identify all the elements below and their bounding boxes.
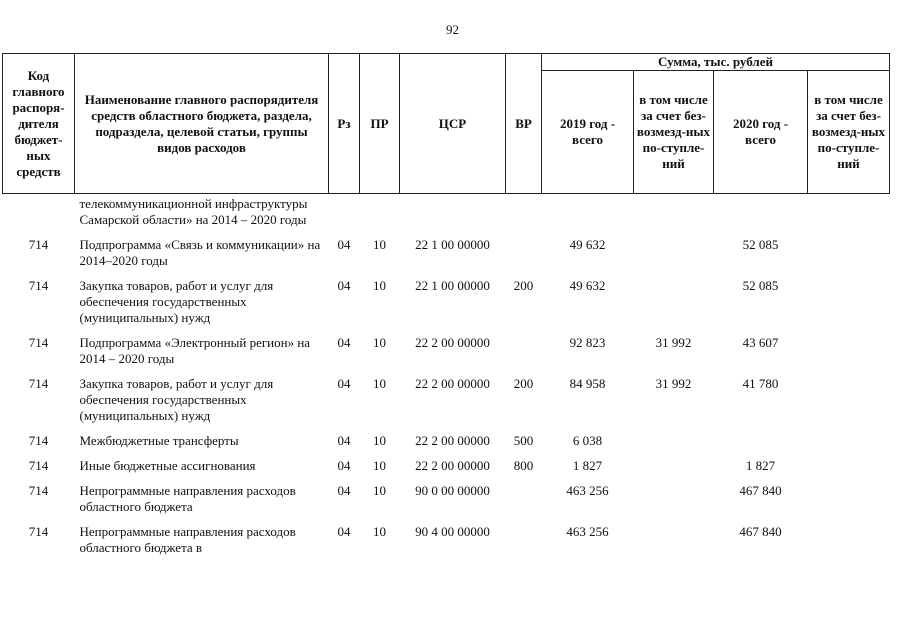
cell-csr: 90 4 00 00000	[415, 524, 490, 539]
cell-2020-total: 467 840	[739, 524, 782, 539]
cell-csr: 90 0 00 00000	[415, 483, 490, 498]
cell-name: Иные бюджетные ассигнования	[79, 458, 256, 473]
page-number: 92	[446, 22, 459, 37]
cell-csr: 22 2 00 00000	[415, 335, 490, 350]
header-code: Код главного распоря-дителя бюджет-ных средств	[3, 54, 75, 194]
table-row	[3, 479, 890, 520]
header-2020-total: 2020 год - всего	[714, 71, 808, 194]
cell-name: Непрограммные направления расходов областного бюджета в	[79, 524, 296, 555]
cell-csr: 22 2 00 00000	[415, 433, 490, 448]
cell-vr	[506, 194, 542, 234]
cell-vr: 200	[513, 376, 534, 391]
cell-csr: 22 2 00 00000	[415, 376, 490, 391]
cell-2020-grants	[808, 274, 890, 331]
cell-pr: 10	[373, 335, 386, 350]
cell-rz: 04	[337, 458, 351, 473]
cell-rz: 04	[337, 278, 351, 293]
cell-2020-total: 41 780	[742, 376, 779, 391]
cell-2019-grants	[634, 274, 714, 331]
cell-code: 714	[28, 376, 49, 391]
table-row	[3, 194, 890, 234]
cell-code: 714	[28, 278, 49, 293]
cell-name: Подпрограмма «Электронный регион» на 2014 – 2020 годы	[79, 335, 311, 366]
cell-2020-total: 1 827	[745, 458, 776, 473]
table-row	[3, 429, 890, 454]
cell-2019-grants	[634, 429, 714, 454]
cell-2020-grants	[808, 429, 890, 454]
header-name: Наименование главного распорядителя средств областного бюджета, раздела, подраздела, целевой статьи, группы видов расходов	[75, 54, 329, 194]
cell-2019-total: 1 827	[572, 458, 603, 473]
cell-name: Непрограммные направления расходов областного бюджета	[79, 483, 296, 514]
cell-2020-grants	[808, 233, 890, 274]
cell-2019-grants	[634, 520, 714, 561]
budget-table	[2, 53, 890, 561]
cell-2019-total: 463 256	[566, 483, 609, 498]
cell-vr	[506, 479, 542, 520]
table-row	[3, 274, 890, 331]
header-2019-total: 2019 год - всего	[542, 71, 634, 194]
cell-code: 714	[28, 237, 49, 252]
cell-pr: 10	[373, 278, 386, 293]
cell-code: 714	[28, 458, 49, 473]
cell-2019-grants: 31 992	[655, 376, 692, 391]
cell-pr: 10	[373, 458, 386, 473]
table-row	[3, 233, 890, 274]
cell-code: 714	[28, 433, 49, 448]
cell-2019-total: 49 632	[569, 278, 606, 293]
cell-name: Закупка товаров, работ и услуг для обеспечения государственных (муниципальных) нужд	[79, 376, 274, 423]
cell-2020-total: 43 607	[742, 335, 779, 350]
cell-code: 714	[28, 483, 49, 498]
cell-name: Подпрограмма «Связь и коммуникации» на 2014–2020 годы	[79, 237, 321, 268]
table-row	[3, 454, 890, 479]
cell-pr: 10	[373, 376, 386, 391]
cell-2020-grants	[808, 194, 890, 234]
cell-code: 714	[28, 524, 49, 539]
cell-2020-grants	[808, 372, 890, 429]
cell-rz: 04	[337, 524, 351, 539]
cell-2020-total: 467 840	[739, 483, 782, 498]
table-row	[3, 372, 890, 429]
cell-vr	[506, 520, 542, 561]
cell-rz: 04	[337, 335, 351, 350]
cell-pr: 10	[373, 524, 386, 539]
cell-2019-grants	[634, 194, 714, 234]
cell-csr: 22 1 00 00000	[415, 278, 490, 293]
cell-2019-total: 49 632	[569, 237, 606, 252]
cell-rz: 04	[337, 237, 351, 252]
table-row	[3, 520, 890, 561]
cell-2020-total	[714, 194, 808, 234]
cell-2019-total	[542, 194, 634, 234]
cell-csr: 22 1 00 00000	[415, 237, 490, 252]
header-sum-group: Сумма, тыс. рублей	[542, 54, 890, 71]
cell-2019-total: 84 958	[569, 376, 606, 391]
header-2019-grants: в том числе за счет без-возмезд-ных по-ступле-ний	[634, 71, 714, 194]
cell-vr: 500	[513, 433, 534, 448]
header-rz: Рз	[329, 54, 360, 194]
cell-2019-total: 6 038	[572, 433, 603, 448]
cell-pr: 10	[373, 237, 386, 252]
cell-2020-total: 52 085	[742, 237, 779, 252]
cell-2019-grants	[634, 454, 714, 479]
table-row	[3, 331, 890, 372]
cell-2019-grants	[634, 479, 714, 520]
header-csr: ЦСР	[400, 54, 506, 194]
cell-2020-grants	[808, 331, 890, 372]
cell-rz: 04	[337, 433, 351, 448]
cell-pr	[360, 194, 400, 234]
cell-csr: 22 2 00 00000	[415, 458, 490, 473]
cell-rz	[329, 194, 360, 234]
cell-vr: 200	[513, 278, 534, 293]
cell-rz: 04	[337, 483, 351, 498]
cell-name: телекоммуникационной инфраструктуры Самарской области» на 2014 – 2020 годы	[79, 196, 308, 227]
cell-pr: 10	[373, 433, 386, 448]
cell-2019-total: 463 256	[566, 524, 609, 539]
cell-vr	[506, 233, 542, 274]
cell-pr: 10	[373, 483, 386, 498]
cell-2019-total: 92 823	[569, 335, 606, 350]
cell-2020-grants	[808, 520, 890, 561]
table-body	[3, 194, 890, 562]
cell-vr	[506, 331, 542, 372]
header-vr: ВР	[506, 54, 542, 194]
cell-vr: 800	[513, 458, 534, 473]
cell-name: Закупка товаров, работ и услуг для обеспечения государственных (муниципальных) нужд	[79, 278, 274, 325]
cell-code: 714	[28, 335, 49, 350]
cell-2019-grants	[634, 233, 714, 274]
header-pr: ПР	[360, 54, 400, 194]
cell-csr	[400, 194, 506, 234]
cell-2019-grants: 31 992	[655, 335, 692, 350]
header-2020-grants: в том числе за счет без-возмезд-ных по-ступле-ний	[808, 71, 890, 194]
cell-name: Межбюджетные трансферты	[79, 433, 239, 448]
table-header	[3, 54, 890, 194]
cell-2020-grants	[808, 479, 890, 520]
cell-2020-total	[714, 429, 808, 454]
cell-2020-total: 52 085	[742, 278, 779, 293]
cell-rz: 04	[337, 376, 351, 391]
cell-code	[3, 194, 75, 234]
cell-2020-grants	[808, 454, 890, 479]
